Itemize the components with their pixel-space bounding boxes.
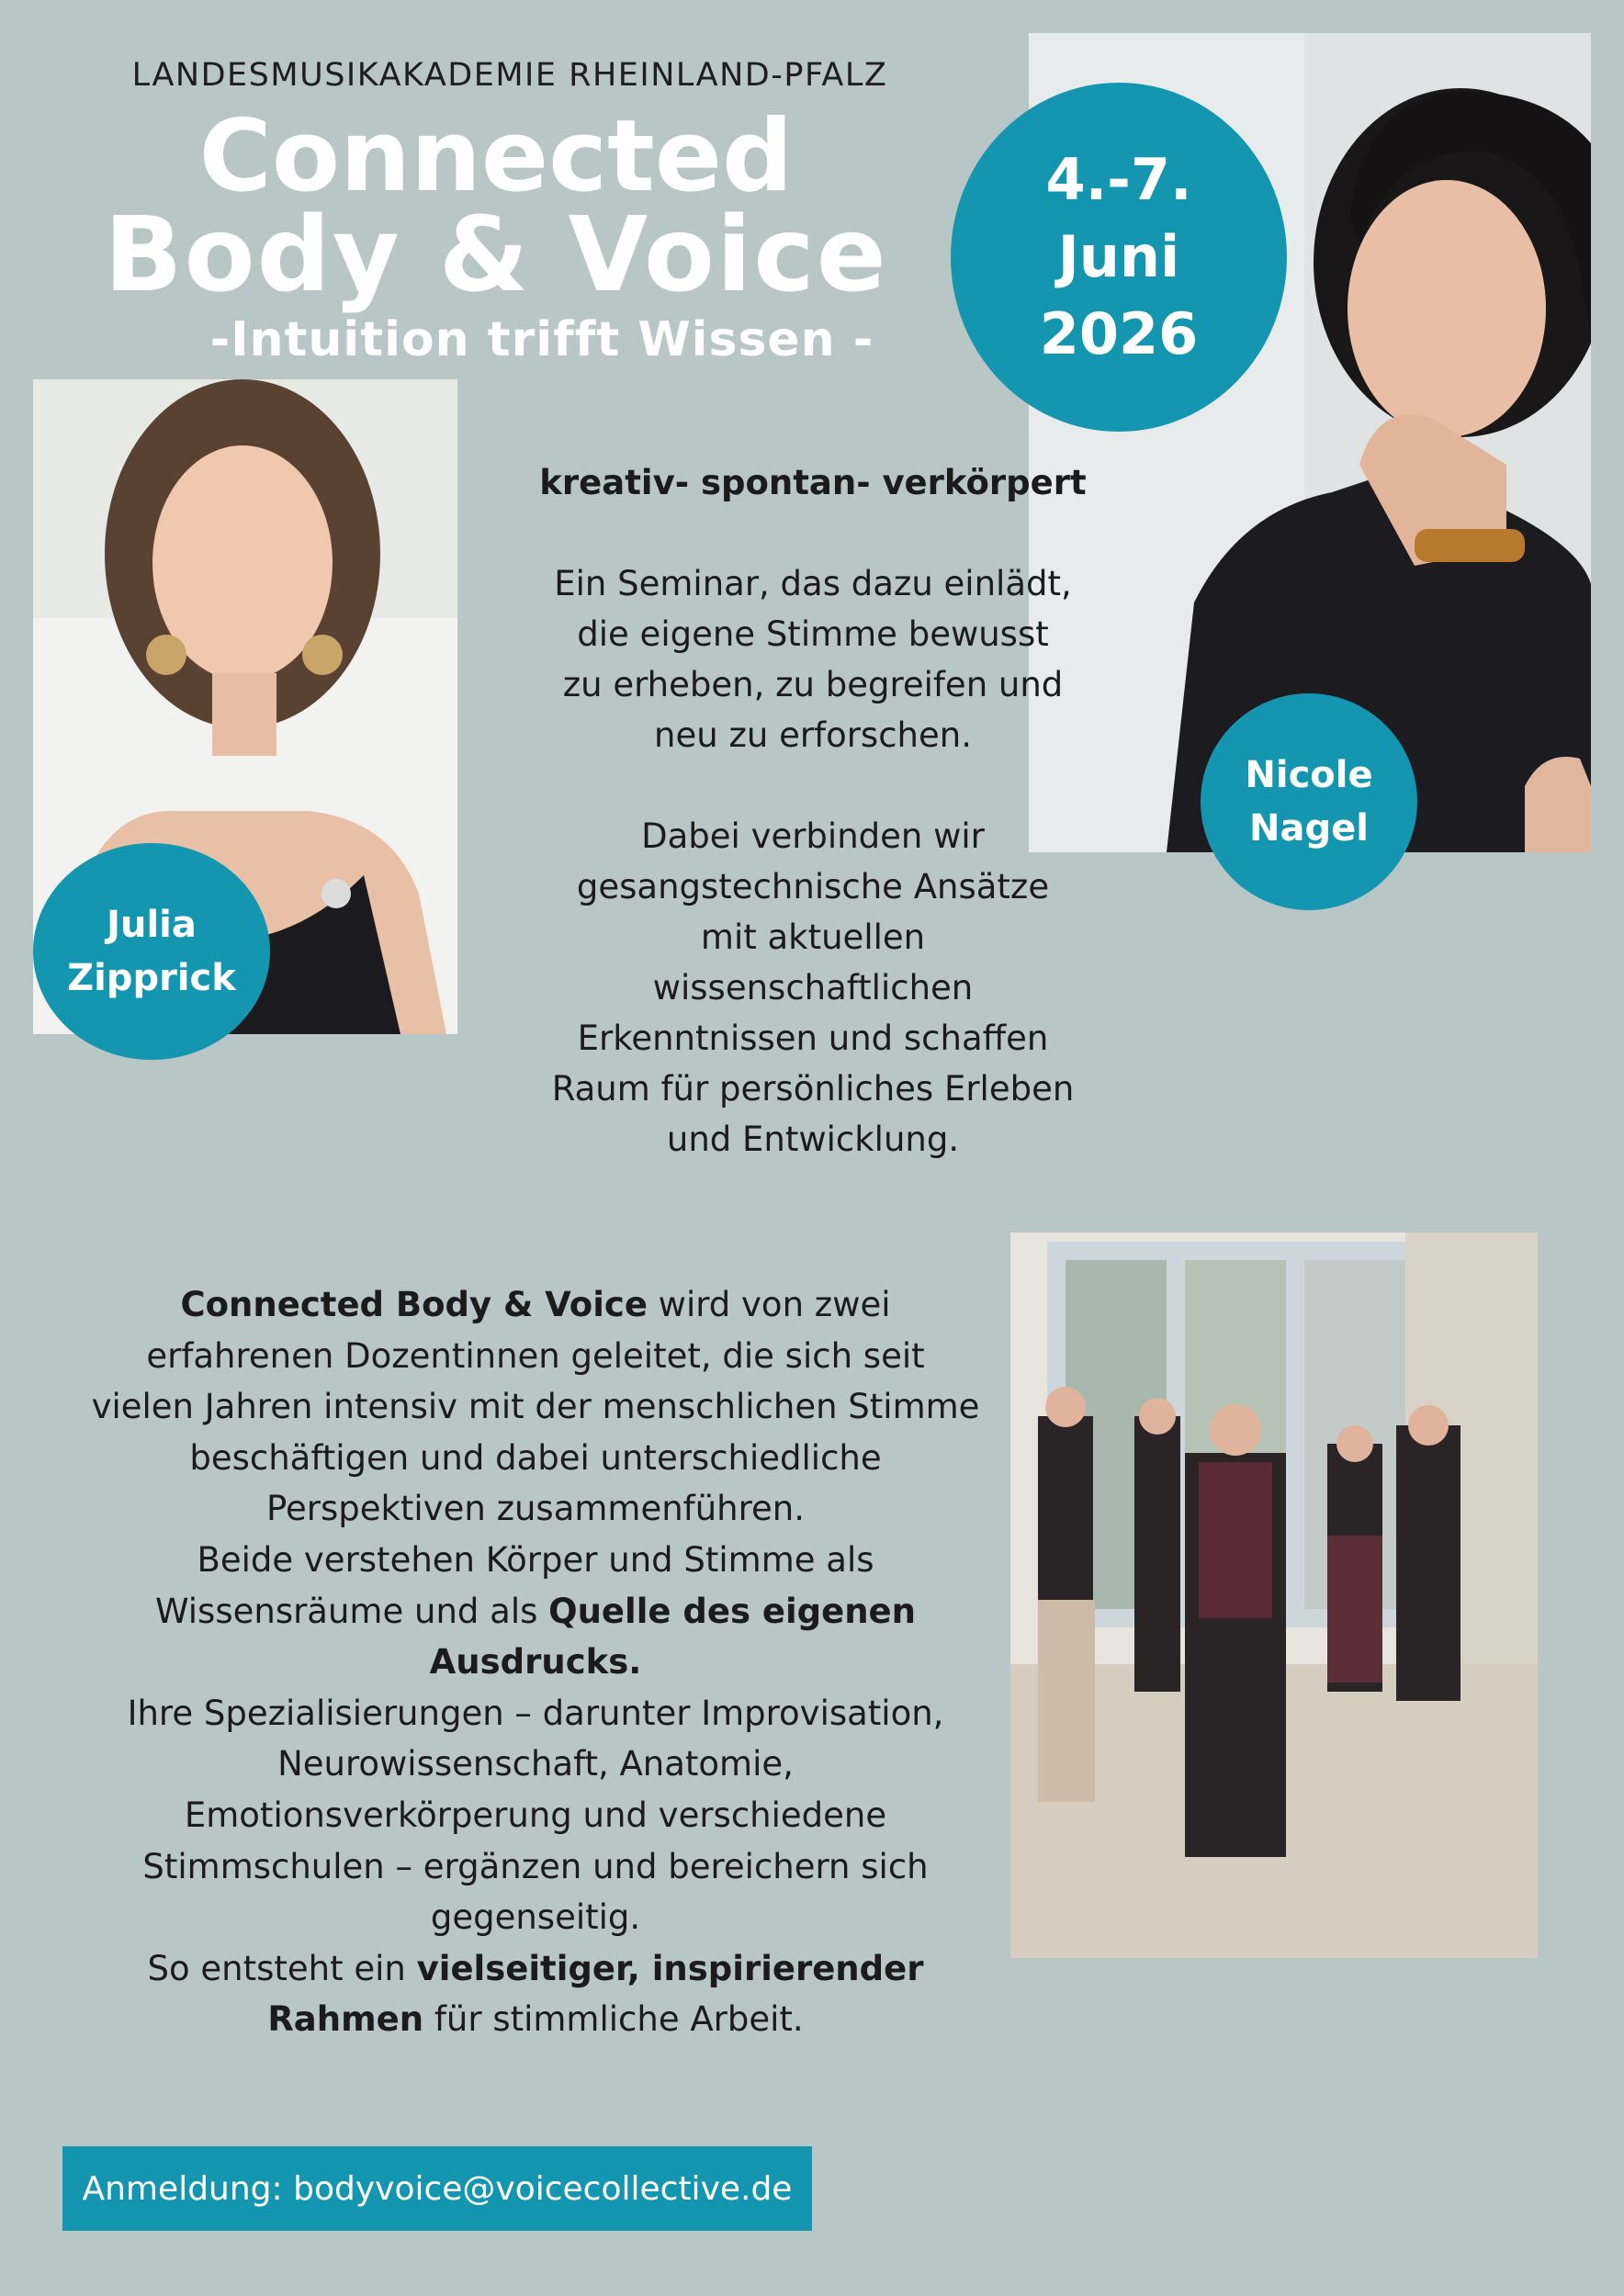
- description-paragraph-3: Ihre Spezialisierungen – darunter Improvisation, Neurowissenschaft, Anatomie, Emotionsverkörperung und verschiedene Stimmschulen – ergänzen und bereichern sich gegenseitig.: [127, 1693, 944, 1938]
- intro-paragraph-1: Ein Seminar, das dazu einlädt, die eigene Stimme bewusst zu erheben, zu begreifen und neu zu erforschen.: [554, 564, 1072, 755]
- intro-paragraph-2: Dabei verbinden wir gesangstechnische Ansätze mit aktuellen wissenschaftlichen Erkenntnissen und schaffen Raum für persönliches Erleben und Entwicklung.: [551, 816, 1075, 1159]
- description-text: [90, 1279, 981, 2045]
- instructor-first-name: Julia: [107, 904, 197, 946]
- event-subtitle: -Intuition trifft Wissen -: [209, 312, 874, 367]
- date-year: 2026: [1039, 299, 1199, 367]
- instructor-last-name: Nagel: [1249, 807, 1369, 850]
- instructor-first-name: Nicole: [1245, 754, 1373, 796]
- tagline: kreativ- spontan- verkörpert: [539, 463, 1087, 502]
- registration-banner[interactable]: Anmeldung: bodyvoice@voicecollective.de: [62, 2146, 812, 2231]
- academy-name: LANDESMUSIKAKADEMIE RHEINLAND-PFALZ: [131, 57, 888, 94]
- event-title: [55, 99, 937, 315]
- intro-text: [514, 457, 1111, 1215]
- instructor-badge-nicole-nagel: [1201, 693, 1417, 910]
- title-line-2: Body & Voice: [104, 195, 888, 315]
- description-paragraph-2: Beide verstehen Körper und Stimme als Wissensräume und als Quelle des eigenen Ausdrucks.: [155, 1539, 916, 1683]
- description-paragraph-1: Connected Body & Voice wird von zwei erfahrenen Dozentinnen geleitet, die sich seit vielen Jahren intensiv mit der menschlichen Stimme beschäftigen und dabei unterschiedliche Perspektiven zusammenführen.: [91, 1285, 980, 1529]
- title-line-1: Connected: [198, 99, 794, 214]
- instructor-last-name: Zipprick: [67, 957, 236, 999]
- date-badge: [951, 83, 1287, 432]
- date-days: 4.-7.: [1045, 146, 1192, 214]
- description-paragraph-4: So entsteht ein vielseitiger, inspirierender Rahmen für stimmliche Arbeit.: [147, 1948, 924, 2040]
- instructor-badge-julia-zipprick: [33, 843, 270, 1060]
- workshop-group-photo: [1010, 1232, 1538, 1958]
- date-month: Juni: [1057, 223, 1180, 291]
